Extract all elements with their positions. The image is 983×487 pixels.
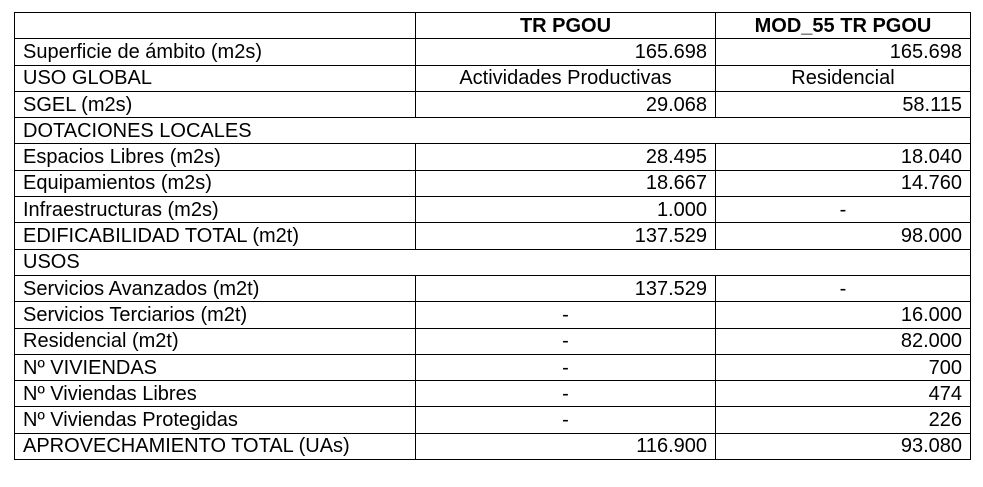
row-label-cell: Equipamientos (m2s): [15, 170, 416, 196]
tr-pgou-value-cell: -: [416, 302, 716, 328]
row-label-cell: Superficie de ámbito (m2s): [15, 39, 416, 65]
table-row: [15, 144, 971, 170]
table-row: [15, 197, 971, 223]
mod55-value-cell: 93.080: [716, 433, 971, 459]
mod55-value-cell: 165.698: [716, 39, 971, 65]
tr-pgou-value-cell: -: [416, 381, 716, 407]
table-row: [15, 328, 971, 354]
table-row: [15, 249, 971, 275]
header-tr-pgou: TR PGOU: [416, 13, 716, 39]
table-row: [15, 275, 971, 301]
row-label-cell: Infraestructuras (m2s): [15, 197, 416, 223]
table-row: [15, 170, 971, 196]
tr-pgou-value-cell: Actividades Productivas: [416, 65, 716, 91]
row-label-cell: Nº Viviendas Protegidas: [15, 407, 416, 433]
tr-pgou-value-cell: 28.495: [416, 144, 716, 170]
mod55-value-cell: 18.040: [716, 144, 971, 170]
mod55-value-cell: Residencial: [716, 65, 971, 91]
table-row: [15, 39, 971, 65]
row-label-cell: Residencial (m2t): [15, 328, 416, 354]
table-row: [15, 65, 971, 91]
row-label-cell: Servicios Avanzados (m2t): [15, 275, 416, 301]
table-row: [15, 223, 971, 249]
row-label-cell: USO GLOBAL: [15, 65, 416, 91]
table-row: [15, 302, 971, 328]
mod55-value-cell: 58.115: [716, 91, 971, 117]
mod55-value-cell: 98.000: [716, 223, 971, 249]
header-row: [15, 13, 971, 39]
tr-pgou-value-cell: -: [416, 407, 716, 433]
tr-pgou-value-cell: 165.698: [416, 39, 716, 65]
mod55-value-cell: -: [716, 197, 971, 223]
tr-pgou-value-cell: -: [416, 354, 716, 380]
section-heading-cell: DOTACIONES LOCALES: [15, 118, 971, 144]
section-heading-cell: USOS: [15, 249, 971, 275]
table-row: [15, 91, 971, 117]
tr-pgou-value-cell: 116.900: [416, 433, 716, 459]
header-label-cell: [15, 13, 416, 39]
tr-pgou-value-cell: 1.000: [416, 197, 716, 223]
row-label-cell: EDIFICABILIDAD TOTAL (m2t): [15, 223, 416, 249]
table-row: [15, 118, 971, 144]
row-label-cell: Servicios Terciarios (m2t): [15, 302, 416, 328]
row-label-cell: Nº Viviendas Libres: [15, 381, 416, 407]
table-row: [15, 407, 971, 433]
mod55-value-cell: 474: [716, 381, 971, 407]
mod55-value-cell: 14.760: [716, 170, 971, 196]
header-mod55-tr-pgou: MOD_55 TR PGOU: [716, 13, 971, 39]
tr-pgou-value-cell: 137.529: [416, 223, 716, 249]
tr-pgou-value-cell: -: [416, 328, 716, 354]
tr-pgou-value-cell: 29.068: [416, 91, 716, 117]
mod55-value-cell: 16.000: [716, 302, 971, 328]
row-label-cell: APROVECHAMIENTO TOTAL (UAs): [15, 433, 416, 459]
tr-pgou-value-cell: 137.529: [416, 275, 716, 301]
row-label-cell: Nº VIVIENDAS: [15, 354, 416, 380]
mod55-value-cell: 226: [716, 407, 971, 433]
row-label-cell: Espacios Libres (m2s): [15, 144, 416, 170]
mod55-value-cell: 82.000: [716, 328, 971, 354]
tr-pgou-value-cell: 18.667: [416, 170, 716, 196]
comparison-table: [14, 12, 971, 460]
table-row: [15, 354, 971, 380]
table-body: [15, 39, 971, 460]
table-row: [15, 381, 971, 407]
row-label-cell: SGEL (m2s): [15, 91, 416, 117]
mod55-value-cell: -: [716, 275, 971, 301]
table-row: [15, 433, 971, 459]
mod55-value-cell: 700: [716, 354, 971, 380]
